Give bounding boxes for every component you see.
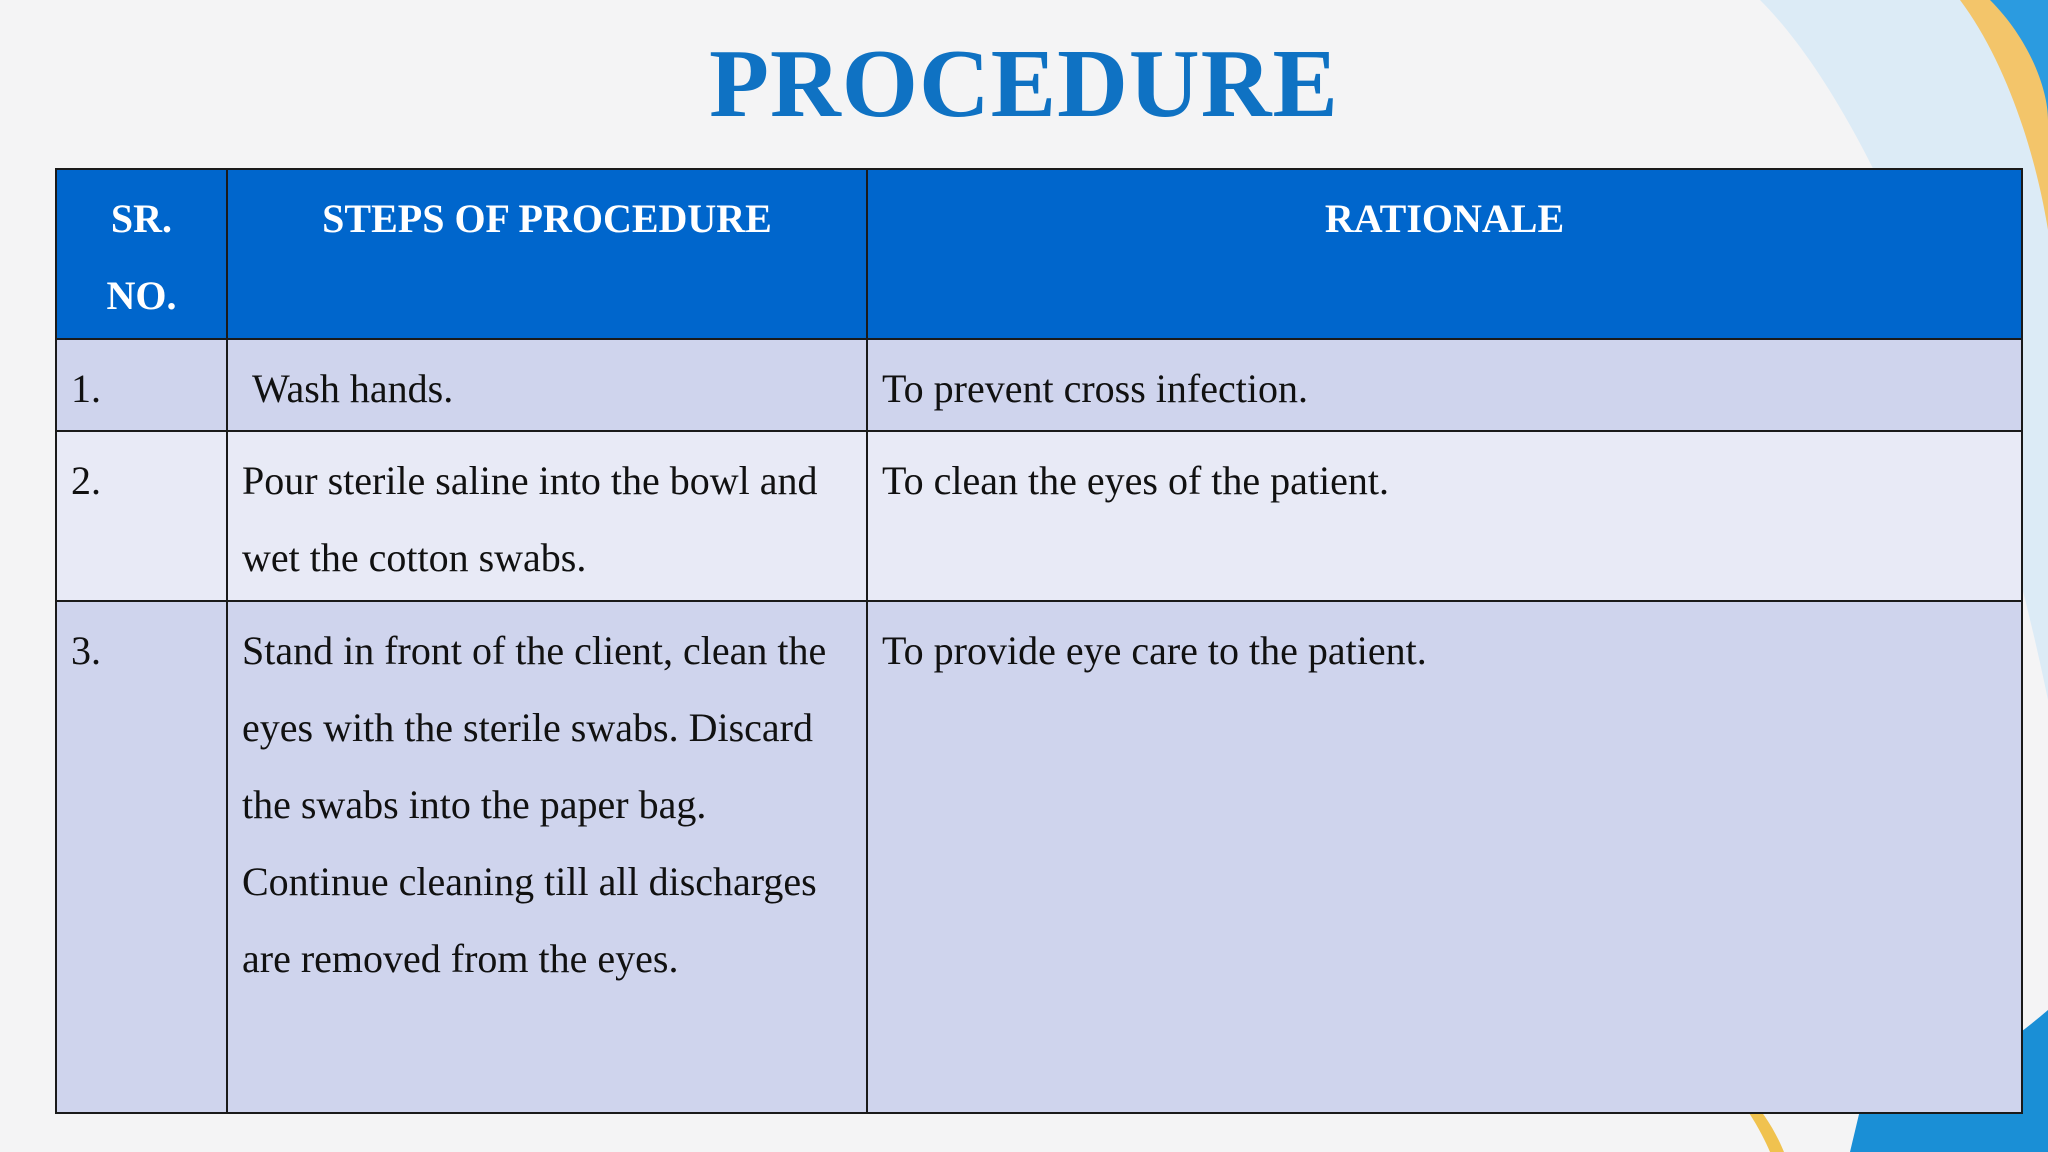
header-sr-no-line1: SR. xyxy=(110,196,173,241)
row-number: 1. xyxy=(56,339,227,431)
procedure-table xyxy=(55,168,2023,1114)
table-header-row xyxy=(56,169,2022,339)
header-sr-no xyxy=(56,169,227,339)
row-step: Pour sterile saline into the bowl and wet the cotton swabs. xyxy=(227,431,867,601)
table-row xyxy=(56,339,2022,431)
slide-title: PROCEDURE xyxy=(709,30,1339,138)
header-rationale: RATIONALE xyxy=(867,169,2022,339)
table-row xyxy=(56,431,2022,601)
row-rationale: To provide eye care to the patient. xyxy=(867,601,2022,1113)
row-number: 2. xyxy=(56,431,227,601)
row-step: Stand in front of the client, clean the eyes with the sterile swabs. Discard the swabs into the paper bag. Continue cleaning till all discharges are removed from the eyes. xyxy=(227,601,867,1113)
table-row xyxy=(56,601,2022,1113)
header-steps: STEPS OF PROCEDURE xyxy=(227,169,867,339)
header-sr-no-line2: NO. xyxy=(106,273,177,318)
row-rationale: To clean the eyes of the patient. xyxy=(867,431,2022,601)
row-number: 3. xyxy=(56,601,227,1113)
row-step: Wash hands. xyxy=(227,339,867,431)
row-rationale: To prevent cross infection. xyxy=(867,339,2022,431)
